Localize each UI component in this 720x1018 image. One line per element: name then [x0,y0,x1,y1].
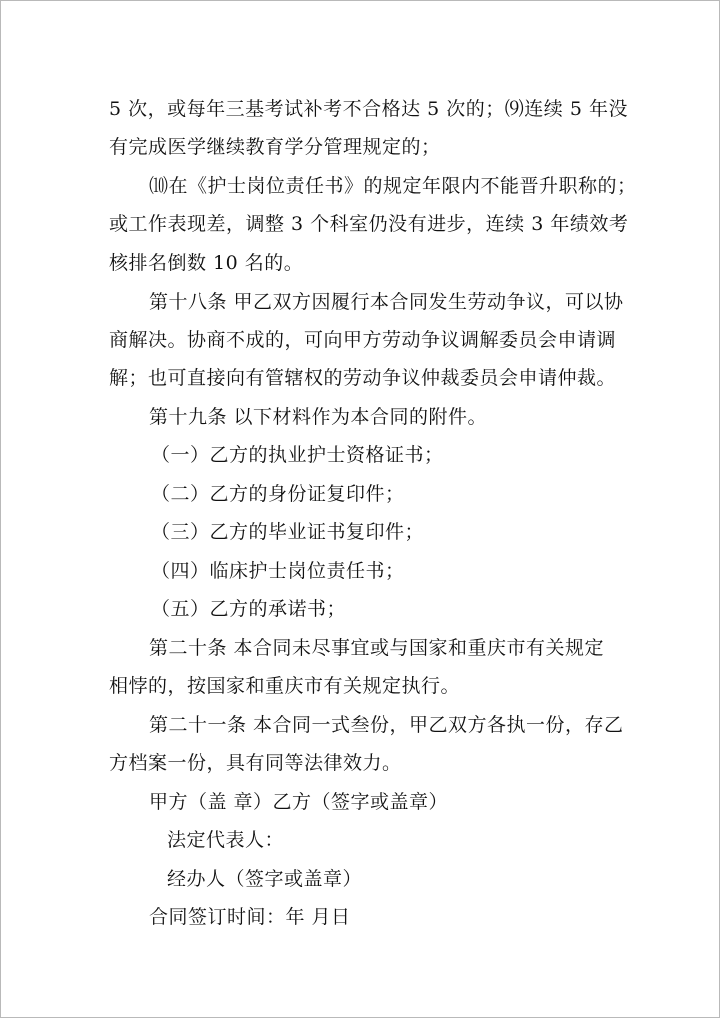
attachment-item: （五）乙方的承诺书； [151,598,347,620]
text-line: 或工作表现差，调整 3 个科室仍没有进步，连续 3 年绩效考 [109,213,629,235]
text-line: 方档案一份，具有同等法律效力。 [109,752,402,774]
text-line: 核排名倒数 10 名的。 [109,252,304,274]
attachment-item: （一）乙方的执业护士资格证书； [151,444,444,466]
text-line: 解；也可直接向有管辖权的劳动争议仲裁委员会申请仲裁。 [109,367,617,389]
article-20-heading: 第二十条 本合同未尽事宜或与国家和重庆市有关规定 [149,637,605,659]
handler-label: 经办人（签字或盖章） [167,868,363,890]
text-line: 有完成医学继续教育学分管理规定的； [109,136,441,158]
signing-date-label: 合同签订时间：年 月日 [149,906,351,928]
attachment-item: （三）乙方的毕业证书复印件； [151,521,425,543]
text-line: ⑽在《护士岗位责任书》的规定年限内不能晋升职称的； [149,175,637,197]
attachment-item: （四）临床护士岗位责任书； [151,560,405,582]
text-line: 相悖的，按国家和重庆市有关规定执行。 [109,675,461,697]
article-19-heading: 第十九条 以下材料作为本合同的附件。 [149,406,488,428]
attachment-item: （二）乙方的身份证复印件； [151,483,405,505]
text-line: 5 次，或每年三基考试补考不合格达 5 次的；⑼连续 5 年没 [109,98,628,120]
signature-parties: 甲方（盖 章）乙方（签字或盖章） [149,791,449,813]
article-21-heading: 第二十一条 本合同一式叁份，甲乙双方各执一份，存乙 [149,714,624,736]
legal-representative-label: 法定代表人： [167,829,285,851]
text-line: 商解决。协商不成的，可向甲方劳动争议调解委员会申请调 [109,329,617,351]
article-18-heading: 第十八条 甲乙双方因履行本合同发生劳动争议，可以协 [149,291,624,313]
